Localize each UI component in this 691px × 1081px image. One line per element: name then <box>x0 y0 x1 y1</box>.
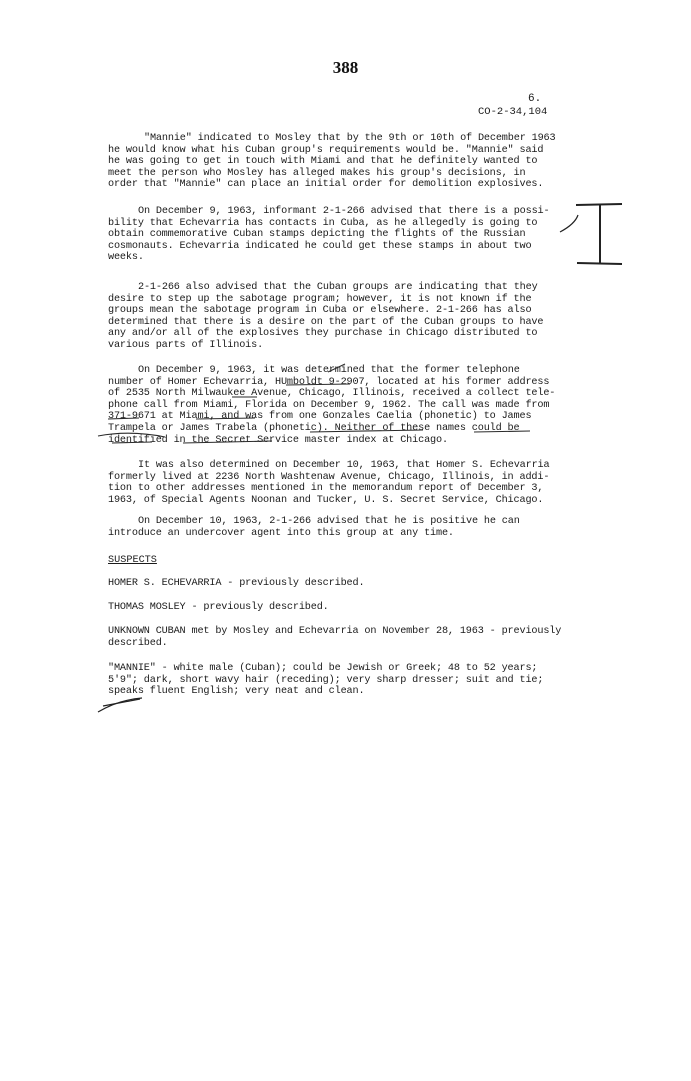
paragraph-sabotage: 2-1-266 also advised that the Cuban groups are indicating that they desire to step up the sabotage program; however, it is not known if the groups mean the sabotage program in Cuba or elsewhere. 2-1-266 has also determined that there is a desire on the part of the Cuban groups to have any and/or all of the explosives they purchase in Chicago distributed to various parts of Illinois. <box>108 282 544 351</box>
paragraph-mannie: "Mannie" indicated to Mosley that by the 9th or 10th of December 1963 he would know what his Cuban group's requirements would be. "Mannie" said he was going to get in touch with Miami and that he definitely wanted to meet the person who Mosley has alleged makes his group's decisions, in order that "Mannie" can place an initial order for demolition explosives. <box>108 133 556 191</box>
suspects-heading: SUSPECTS <box>108 555 157 566</box>
paragraph-stamps: On December 9, 1963, informant 2-1-266 advised that there is a possi- bility that Echevarria has contacts in Cuba, as he allegedly is going to obtain commemorative Cuban stamps depicting the flights of the Russian cosmonauts. Echevarria indicated he could get these stamps in about two weeks. <box>108 206 550 264</box>
suspect-mosley: THOMAS MOSLEY - previously described. <box>108 602 329 613</box>
suspect-echevarria: HOMER S. ECHEVARRIA - previously described. <box>108 578 365 589</box>
sheet-number: 6. <box>528 93 542 105</box>
file-number: CO-2-34,104 <box>478 106 548 118</box>
margin-bracket-mark <box>560 204 622 264</box>
pen-stroke-mark <box>98 698 142 712</box>
paragraph-telephone: On December 9, 1963, it was determined that the former telephone number of Homer Echevarria, HUmboldt 9-2907, located at his former address of 2535 North Milwaukee Avenue, Chicago, Illinois, received a collect tele- phone call from Miami, Florida on December 9, 1962. The call was made from 371-9671 at Miami, and was from one Gonzales Caelia (phonetic) to James Trampela or James Trabela (phonetic). Neither of these names could be identified in the Secret Service master index at Chicago. <box>108 365 556 446</box>
paragraph-undercover: On December 10, 1963, 2-1-266 advised that he is positive he can introduce an undercover agent into this group at any time. <box>108 516 520 539</box>
page-number: 388 <box>332 58 359 77</box>
suspect-unknown-cuban: UNKNOWN CUBAN met by Mosley and Echevarria on November 28, 1963 - previously described. <box>108 626 562 649</box>
paragraph-address: It was also determined on December 10, 1963, that Homer S. Echevarria formerly lived at 2236 North Washtenaw Avenue, Chicago, Illinois, in addi- tion to other addresses mentioned in the memorandum report of December 3, 1963, of Special Agents Noonan and Tucker, U. S. Secret Service, Chicago. <box>108 460 550 506</box>
suspect-mannie: "MANNIE" - white male (Cuban); could be Jewish or Greek; 48 to 52 years; 5'9"; dark, short wavy hair (receding); very sharp dresser; suit and tie; speaks fluent English; very neat and clean. <box>108 663 544 698</box>
